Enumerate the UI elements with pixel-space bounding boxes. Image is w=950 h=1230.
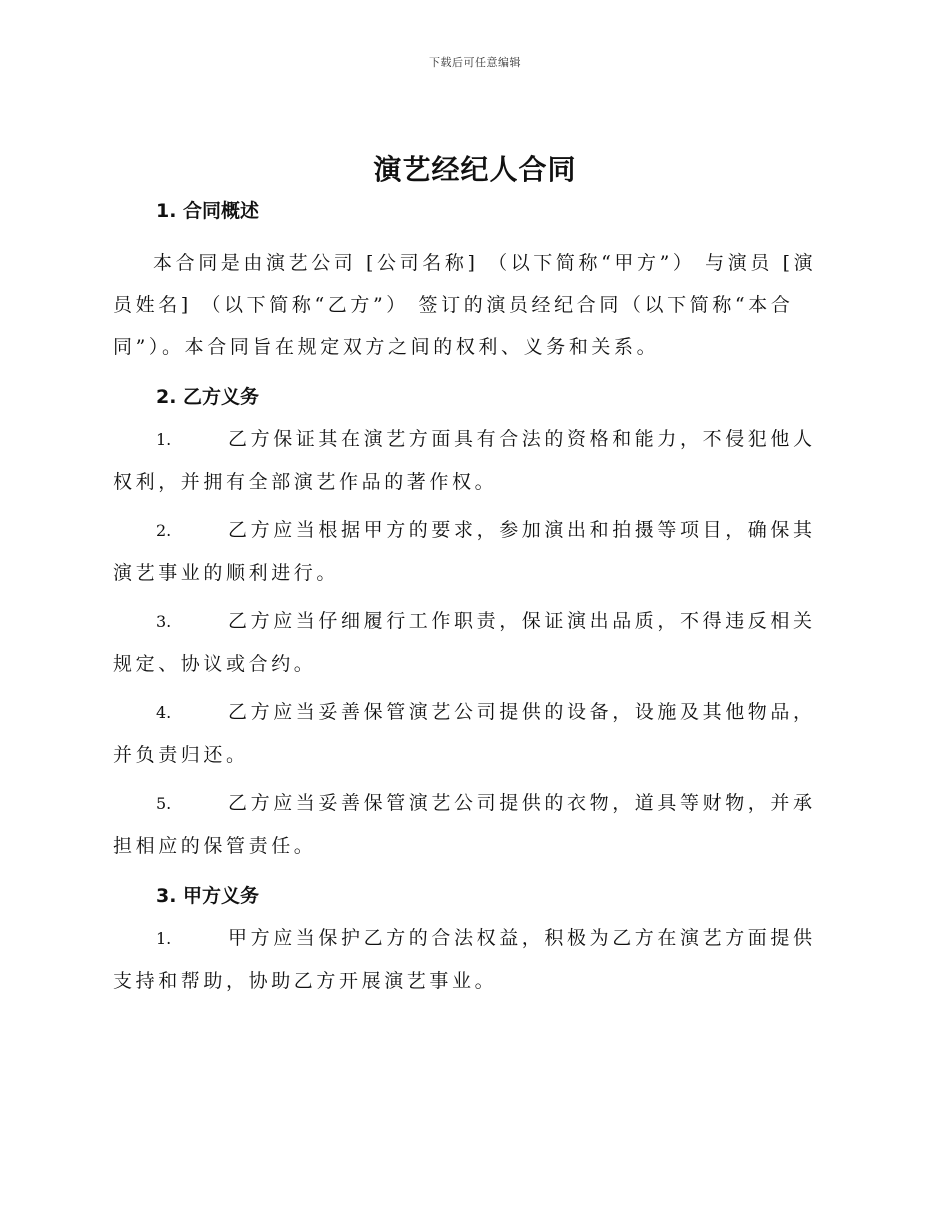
list-item-number: 4. — [156, 703, 172, 722]
list-item-text: 乙方应当根据甲方的要求，参加演出和拍摄等项目，确保其演艺事业的顺利进行。 — [113, 519, 816, 584]
list-item — [113, 917, 835, 1002]
section-overview — [113, 196, 835, 368]
section-heading: 2. 乙方义务 — [156, 386, 260, 408]
list-item — [113, 418, 835, 503]
list-item-text: 甲方应当保护乙方的合法权益，积极为乙方在演艺方面提供支持和帮助，协助乙方开展演艺事业。 — [113, 927, 816, 992]
header-note: 下载后可任意编辑 — [429, 56, 521, 69]
document-title: 演艺经纪人合同 — [373, 153, 577, 186]
section-party-b-obligations — [113, 382, 835, 867]
list-item-text: 乙方应当仔细履行工作职责，保证演出品质，不得违反相关规定、协议或合约。 — [113, 610, 816, 675]
list-item — [113, 509, 835, 594]
list-item-number: 1. — [156, 929, 172, 948]
section-heading: 1. 合同概述 — [156, 200, 260, 222]
list-item — [113, 600, 835, 685]
overview-paragraph: 本合同是由演艺公司 [公司名称] （以下简称“甲方”） 与演员 [演员姓名] （以下简称“乙方”） 签订的演员经纪合同（以下简称“本合同”）。本合同旨在规定双方之间的权利、义务和关系。 — [113, 252, 817, 358]
list-item-number: 1. — [156, 430, 172, 449]
document-body — [113, 196, 835, 1002]
list-item-text: 乙方应当妥善保管演艺公司提供的衣物，道具等财物，并承担相应的保管责任。 — [113, 792, 816, 857]
list-item-text: 乙方应当妥善保管演艺公司提供的设备，设施及其他物品，并负责归还。 — [113, 701, 816, 766]
list-item — [113, 691, 835, 776]
section-party-a-obligations — [113, 881, 835, 1002]
section-heading: 3. 甲方义务 — [156, 885, 260, 907]
list-item — [113, 782, 835, 867]
list-item-number: 2. — [156, 521, 172, 540]
list-item-number: 3. — [156, 612, 172, 631]
list-item-text: 乙方保证其在演艺方面具有合法的资格和能力，不侵犯他人权利，并拥有全部演艺作品的著作权。 — [113, 428, 816, 493]
list-item-number: 5. — [156, 794, 172, 813]
